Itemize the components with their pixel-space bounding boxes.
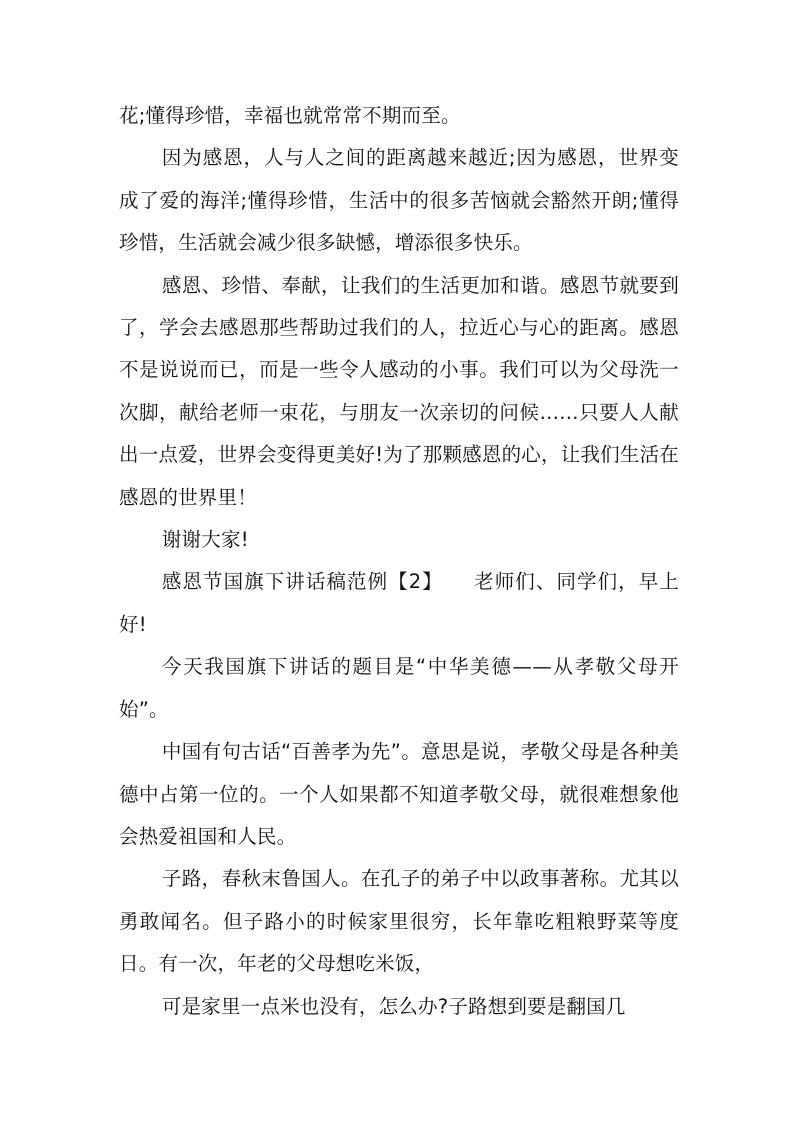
paragraph-5: 感恩节国旗下讲话稿范例【2】 老师们、同学们，早上好! [119, 570, 679, 636]
paragraph-4: 谢谢大家! [161, 528, 249, 552]
paragraph-7: 中国有句古话“百善孝为先”。意思是说，孝敬父母是各种美德中占第一位的。一个人如果都不知道孝敬父母，就很难想象他会热爱祖国和人民。 [119, 740, 679, 848]
paragraph-9: 可是家里一点米也没有，怎么办?子路想到要是翻国几 [161, 994, 626, 1018]
paragraph-8: 子路，春秋末鲁国人。在孔子的弟子中以政事著称。尤其以勇敢闻名。但子路小的时候家里很穷，长年靠吃粗粮野菜等度日。有一次，年老的父母想吃米饭， [119, 867, 679, 976]
paragraph-1: 花;懂得珍惜，幸福也就常常不期而至。 [119, 104, 461, 127]
document-body [119, 95, 679, 1028]
paragraph-2: 因为感恩，人与人之间的距离越来越近;因为感恩，世界变成了爱的海洋;懂得珍惜，生活中的很多苦恼就会豁然开朗;懂得珍惜，生活就会减少很多缺憾，增添很多快乐。 [119, 146, 679, 255]
paragraph-6: 今天我国旗下讲话的题目是“中华美德——从孝敬父母开始”。 [119, 655, 679, 721]
paragraph-3: 感恩、珍惜、奉献，让我们的生活更加和谐。感恩节就要到了，学会去感恩那些帮助过我们的人，拉近心与心的距离。感恩不是说说而已，而是一些令人感动的小事。我们可以为父母洗一次脚，献给老师一束花，与朋友一次亲切的问候……只要人人献出一点爱，世界会变得更美好!为了那颗感恩的心，让我们生活在感恩的世界里！ [119, 273, 679, 509]
